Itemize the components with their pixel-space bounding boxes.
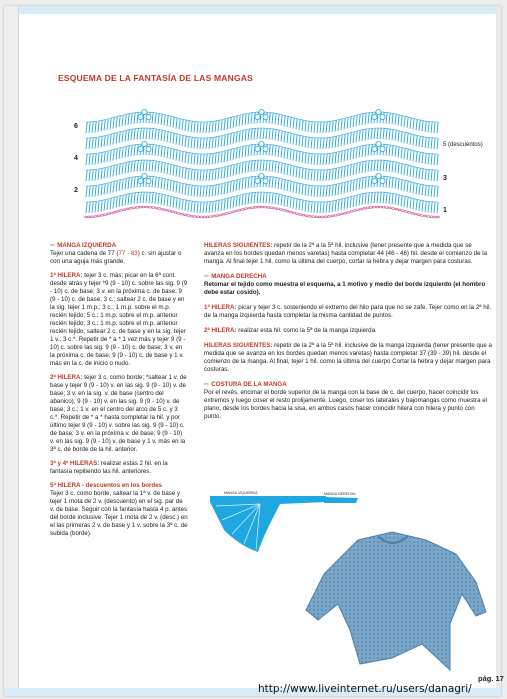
section-title-manga-izquierda: MANGA IZQUIERDA (57, 242, 117, 249)
rows34-text: realizar estas 2 hil. en la fantasía repitiendo las hil. anteriores. (50, 460, 168, 475)
page-edge (496, 6, 501, 696)
page-number: pág. 17 (478, 674, 504, 683)
right-row1-text: picar y tejer 3 c. sosteniendo el extremo del hilo para que no se zafe. Tejer como en la 2ª hil. de la manga izquierda hasta completar la misma cantidad de puntos. (204, 304, 492, 319)
row2-title: 2ª HILERA: (50, 374, 83, 381)
row2-text: tejer 3 c. como borde; *saltear 1 v. de base y tejer 9 (9 - 10) v. en las sig. 9 (9 - 10) v. de base; 3 v. en la sig. v. de base (centro del abanico); 9 (9 - 10) v. en las sig. 9 (9 - 10) v. de base; 3 c.; 1 v. en el centro del arco de 5 c. y 3 c.*. Repetir de * a * hasta completar la hil. y por último tejer 9 (9 - 10) v. sobre las sig. 9 (9 - 10) c. de base; 3 v. en la próxima v. de base; 9 (9 - 10) v. en las sig. 9 (9 - 10) v. de base y 1 v. más en la 3ª c. de borde de la hil. anterior. (50, 374, 187, 453)
right-following-text: repetir de la 2ª a la 5ª hil. inclusive de la manga izquierda (tener presente que a medida que se avanza en los bordes quedan menos varetas) hasta completar 37 (39 - 39) hil. desde el comienzo de la manga. Al final, tejer 1 hil. como la última del cuerpo Cortar la hebra y dejar margen para costuras. (204, 342, 492, 373)
right-row2-text: realizar esta hil. como la 5ª de la manga izquierda. (238, 327, 377, 334)
right-sleeve-text: Retomar el tejido como muestra el esquema, a 1 motivo y medio del borde izquierdo (el hombro debe estar cosido). (204, 281, 486, 296)
chart-foundation-chain (85, 206, 440, 218)
intro-text-b: ) c. sin ajustar o con una aguja más grande. (50, 250, 182, 265)
section-title-costura: COSTURA DE LA MANGA (211, 381, 287, 388)
chart-stitch-rows (86, 112, 438, 213)
intro-text-a: Tejer una cadena de 77 ( (50, 250, 119, 257)
right-following-title: HILERAS SIGUIENTES: (204, 342, 273, 349)
row1-title: 1ª HILERA: (50, 272, 83, 279)
pattern-label-left: MANGA IZQUIERDA (224, 491, 258, 495)
left-column (50, 242, 188, 544)
intro-sizes: 77 - 83 (118, 250, 138, 257)
top-band (4, 6, 501, 14)
sweater-photo (300, 512, 488, 674)
row5-title: 5ª HILERA - descuentos en los bordes (50, 482, 163, 489)
pattern-right-sleeve-shape (324, 497, 358, 503)
section-title-manga-derecha: MANGA DERECHA (211, 273, 267, 280)
chart-title: ESQUEMA DE LA FANTASÍA DE LAS MANGAS (58, 73, 253, 83)
right-column (204, 242, 492, 428)
right-row1-title: 1ª HILERA: (204, 304, 237, 311)
row-label-5: 5 (descuentos) (443, 142, 483, 148)
crochet-chart (70, 104, 490, 222)
watermark-url[interactable]: http://www.liveinternet.ru/users/danagri/ (258, 683, 472, 695)
row5-text: Tejer 3 c. como borde, saltear la 1ª v. de base y tejer 1 mota de 2 v. (descuento) en el sig. par de v. de base. Seguir con la fantasía hasta 4 p. antes del borde inclusive. Tejer 1 mota de 2 v. (desc.) en el las primeras 2 v. de base y 1 v. sobre la 3ª c. de subida (borde). (50, 490, 188, 537)
scissors-icon: ✂ (204, 381, 210, 388)
row-label-2: 2 (74, 187, 78, 194)
sweater-body-shape (306, 532, 486, 670)
following-rows-text: repetir de la 2ª a la 5ª hil. inclusive (tener presente que a medida que se avanza en los bordes quedan menos varetas) hasta completar 44 (46 - 46) hil. desde el comienzo de la manga. Al final tejer 1 hil. como la última del cuerpo, cortar la hebra y dejar margen para costuras. (204, 242, 488, 265)
scissors-icon: ✂ (50, 242, 56, 249)
row-label-6: 6 (74, 123, 78, 130)
following-rows-title: HILERAS SIGUIENTES: (204, 242, 273, 249)
right-row2-title: 2ª HILERA: (204, 327, 237, 334)
page-binding (4, 6, 19, 696)
row-label-1: 1 (443, 207, 447, 214)
scissors-icon: ✂ (204, 273, 210, 280)
rows34-title: 3ª y 4ª HILERAS: (50, 460, 100, 467)
seam-text: Por el revés, encimar el borde superior de la manga con la base de c. del cuerpo, hacer coincidir los extremos y luego coser el resto prolijamente. Luego, coser los laterales y bajomangas como muestra el plano, desde los bordes hacia la sisa, en ambos casos hacer coincidir hilera con hilera y punto con punto. (204, 389, 488, 420)
pattern-label-right: MANGA DERECHA (324, 492, 356, 496)
row-label-4: 4 (74, 155, 78, 162)
row1-text: tejer 3 c. más; picar en la 6ª cont. desde atrás y tejer *9 (9 - 10) c. sobre las sig. 9 (9 - 10) c. de base; 3 v. en la próxima c. de base; 9 (9 - 10) c. de base; 3 c.; saltear 2 c. de base y en la sig. tejer 1 m.p.; 3 c.; 1 m.p. sobre el m.p. recién tejido; 5 c.; 1 m.p. sobre el m.p. anterior recién tejido; 3 c.; 1 m.p. sobre el m.p. anterior recién tejido; saltear 2 c. de base y en la sig. tejer 1 v.; 3 c.*. Repetir de * a * 1 vez más y tejer 9 (9 - 10) c. sobre las sig. 9 (9 - 10) c. de base; 3 v. en la próxima c. de base; 9 (9 - 10) c. de base y 1 v. más en la c. de inicio o nudo. (50, 272, 188, 367)
row-label-3: 3 (443, 175, 447, 182)
